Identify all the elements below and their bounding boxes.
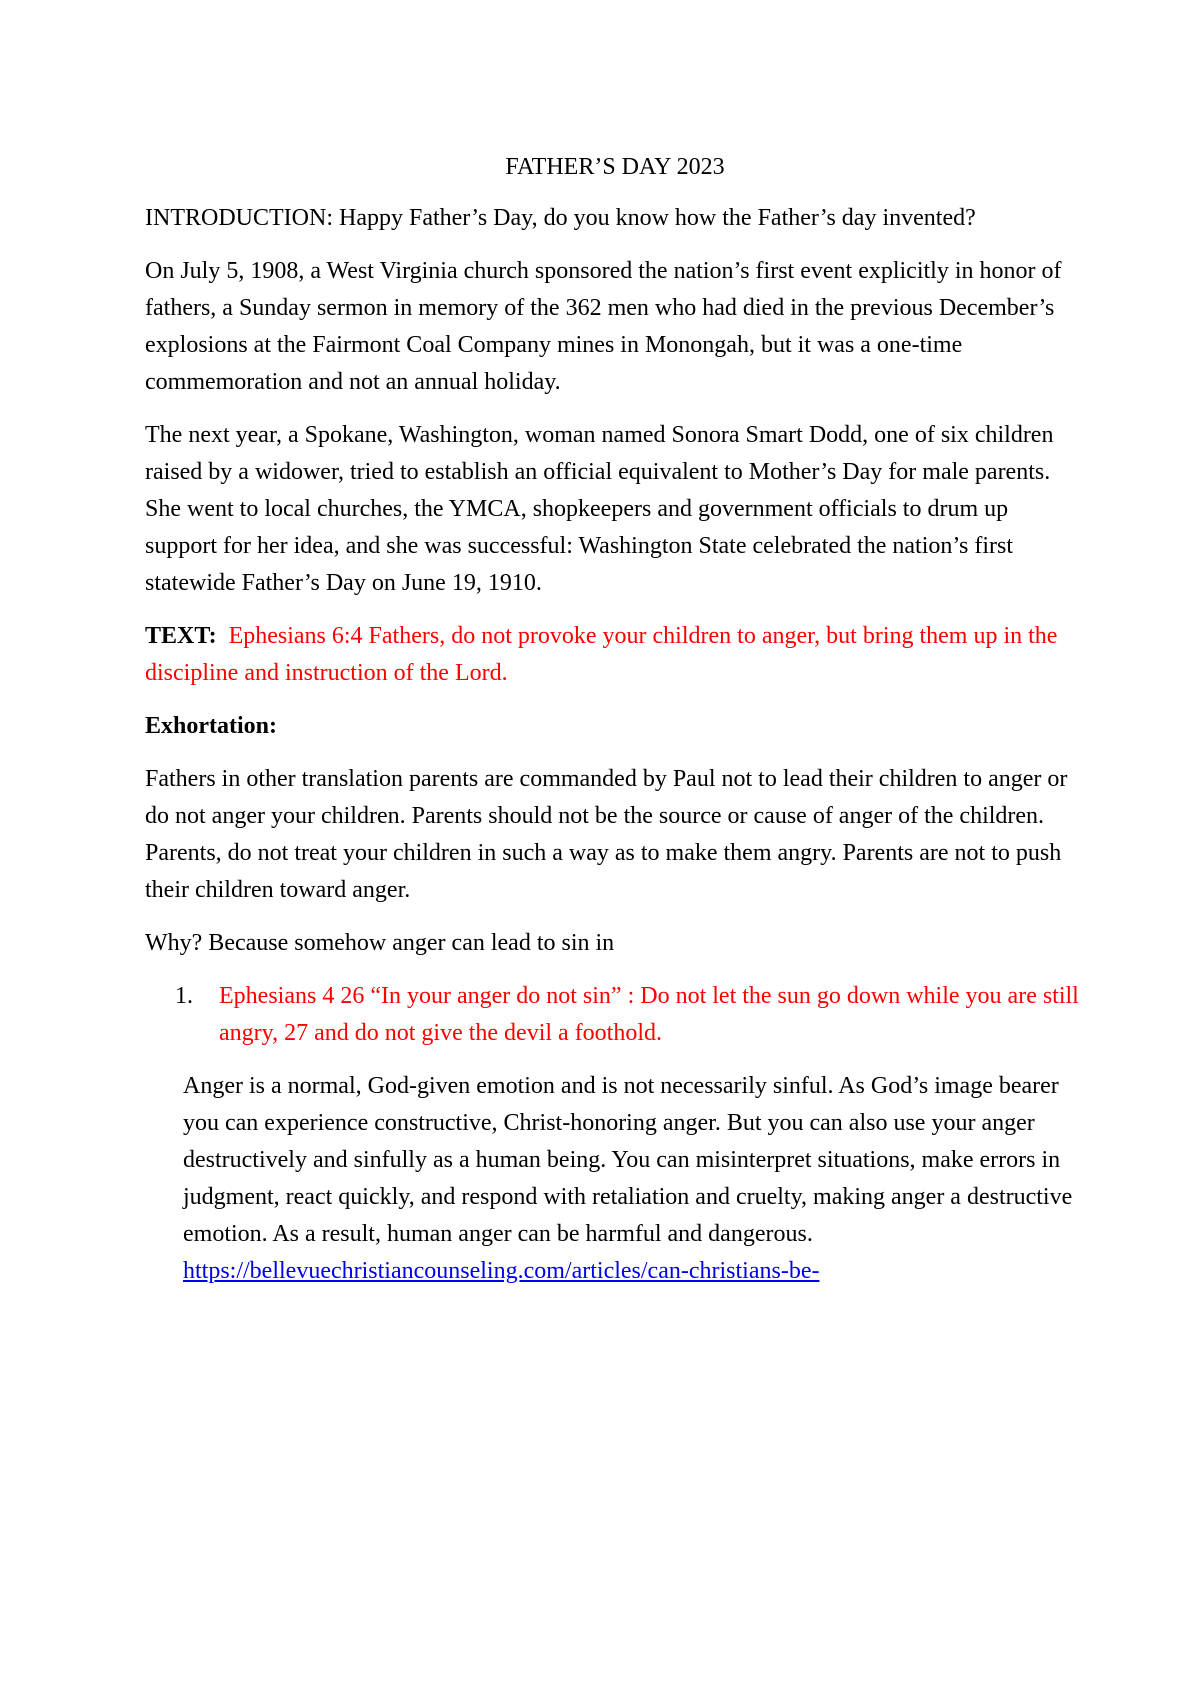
anger-paragraph (145, 1068, 1080, 1290)
text-verse: Ephesians 6:4 Fathers, do not provoke your children to anger, but bring them up in the discipline and instruction of the Lord. (145, 623, 1058, 686)
history-paragraph-2: The next year, a Spokane, Washington, woman named Sonora Smart Dodd, one of six children raised by a widower, tried to establish an official equivalent to Mother’s Day for male parents. She went to local churches, the YMCA, shopkeepers and government officials to drum up support for her idea, and she was successful: Washington State celebrated the nation’s first statewide Father’s Day on June 19, 1910. (145, 422, 1054, 596)
list-item (145, 978, 1080, 1052)
exhortation-heading: Exhortation: (145, 713, 277, 739)
numbered-list (145, 978, 1080, 1052)
text-label: TEXT: (145, 623, 217, 649)
anger-paragraph-text: Anger is a normal, God-given emotion and is not necessarily sinful. As God’s image bearer you can experience constructive, Christ-honoring anger. But you can also use your anger destructively and sinfully as a human being. You can misinterpret situations, make errors in judgment, react quickly, and respond with retaliation and cruelty, making anger a destructive emotion. As a result, human anger can be harmful and dangerous. (183, 1073, 1073, 1247)
text-verse-paragraph (145, 618, 1080, 692)
list-item-number: 1. (175, 983, 193, 1009)
introduction-paragraph: INTRODUCTION: Happy Father’s Day, do you know how the Father’s day invented? (145, 205, 976, 231)
exhortation-paragraph: Fathers in other translation parents are commanded by Paul not to lead their children to anger or do not anger your children. Parents should not be the source or cause of anger of the children. Parents, do not treat your children in such a way as to make them angry. Parents are not to push their children toward anger. (145, 766, 1068, 903)
document-title: FATHER’S DAY 2023 (505, 154, 725, 180)
list-item-verse: Ephesians 4 26 “In your anger do not sin” : Do not let the sun go down while you are still angry, 27 and do not give the devil a foothold. (219, 983, 1079, 1046)
reference-link[interactable]: https://bellevuechristiancounseling.com/articles/can-christians-be- (183, 1258, 820, 1284)
history-paragraph-1: On July 5, 1908, a West Virginia church sponsored the nation’s first event explicitly in honor of fathers, a Sunday sermon in memory of the 362 men who had died in the previous December’s explosions at the Fairmont Coal Company mines in Monongah, but it was a one-time commemoration and not an annual holiday. (145, 258, 1062, 395)
why-paragraph: Why? Because somehow anger can lead to sin in (145, 930, 615, 956)
